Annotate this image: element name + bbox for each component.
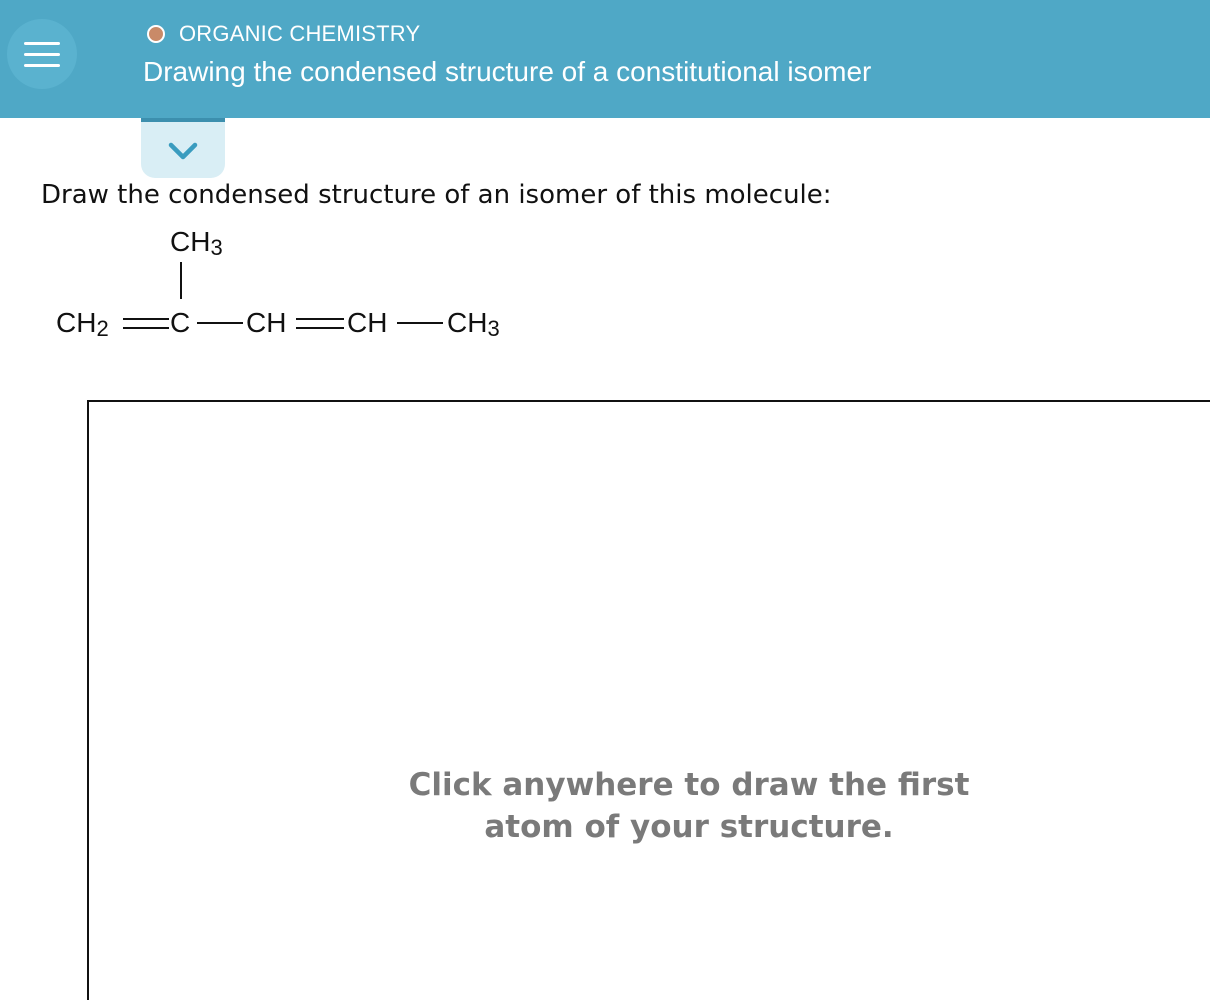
chain-atom-ch2: $CH_2$ bbox=[56, 307, 109, 341]
double-bond-1-lower bbox=[123, 327, 169, 329]
double-bond-2-upper bbox=[296, 318, 344, 320]
drawing-canvas[interactable] bbox=[87, 400, 1210, 1000]
chain-atom-ch3: $CH_3$ bbox=[447, 307, 500, 341]
page-title: Drawing the condensed structure of a constitutional isomer bbox=[143, 56, 872, 87]
molecule-structure bbox=[0, 0, 600, 400]
single-bond-1 bbox=[197, 322, 243, 324]
double-bond-1-upper bbox=[123, 318, 169, 320]
single-bond-2 bbox=[397, 322, 443, 324]
chain-atom-c: C bbox=[170, 307, 191, 338]
category-label: ORGANIC CHEMISTRY bbox=[179, 21, 421, 46]
branch-single-bond bbox=[180, 262, 182, 299]
double-bond-2-lower bbox=[296, 327, 344, 329]
canvas-hint: Click anywhere to draw the first atom of your structure. bbox=[408, 767, 970, 845]
branch-methyl-group: $CH_3$ bbox=[170, 226, 223, 260]
question-prompt: Draw the condensed structure of an isomer of this molecule: bbox=[41, 180, 832, 210]
chain-atom-ch-1: CH bbox=[246, 307, 287, 338]
chain-atom-ch-2: CH bbox=[347, 307, 388, 338]
